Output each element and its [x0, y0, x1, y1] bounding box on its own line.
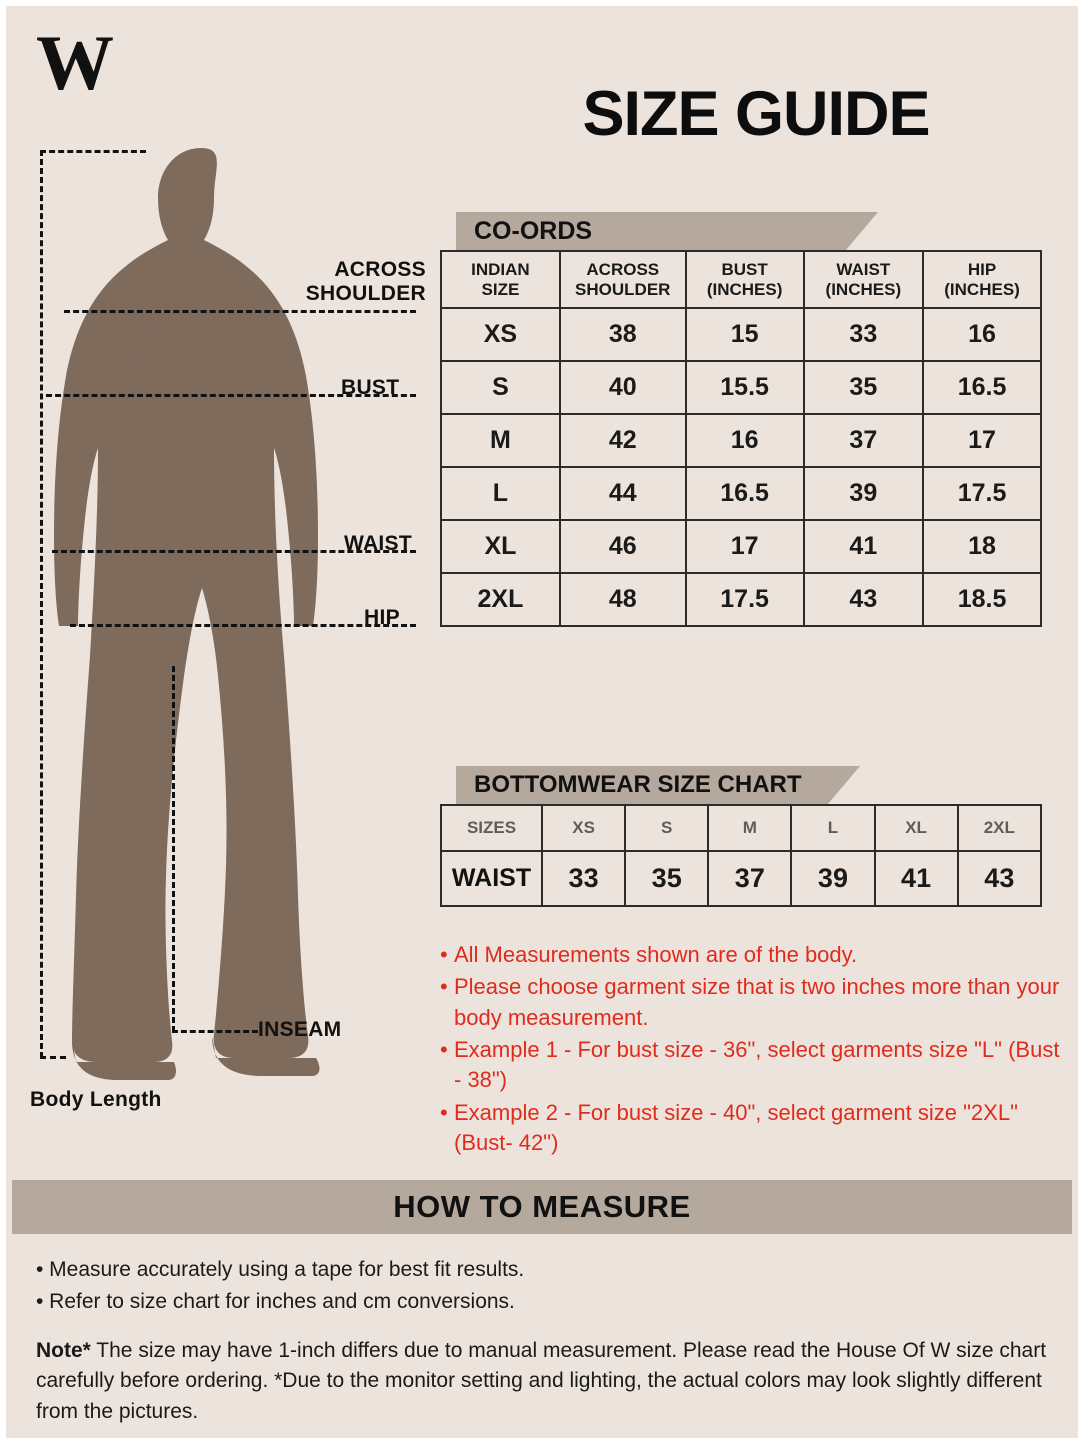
- coords-header-across-shoulder: [560, 251, 686, 308]
- how-to-measure-bullets: [36, 1254, 1046, 1317]
- body-length-bottom-line: [40, 1056, 66, 1059]
- bottomwear-banner-label: BOTTOMWEAR SIZE CHART: [474, 771, 802, 798]
- coords-cell-shoulder: 44: [560, 467, 686, 520]
- bottomwear-cell-waist-xs: 33: [542, 851, 625, 906]
- table-row: [441, 851, 1041, 906]
- coords-cell-size: XL: [441, 520, 560, 573]
- list-item: [440, 1098, 1060, 1159]
- measurement-notes: [440, 940, 1060, 1161]
- coords-cell-bust: 15: [686, 308, 804, 361]
- body-length-vertical-line: [40, 150, 43, 1058]
- list-item: • Measure accurately using a tape for best fit results.: [36, 1258, 525, 1281]
- coords-header-hip-l2: (INCHES): [944, 279, 1020, 299]
- bottomwear-header-m: M: [708, 805, 791, 851]
- coords-header-bust: [686, 251, 804, 308]
- body-figure: [26, 136, 446, 1136]
- list-item: • Refer to size chart for inches and cm conversions.: [36, 1289, 515, 1313]
- note-body: The size may have 1-inch differs due to manual measurement. Please read the House Of W size chart carefully before ordering. *Due to the monitor setting and lighting, the actual colors may look slightly different from the pictures.: [36, 1339, 1047, 1423]
- coords-header-waist-l1: WAIST: [836, 260, 891, 279]
- coords-cell-shoulder: 48: [560, 573, 686, 626]
- label-across-shoulder-line1: ACROSS: [334, 258, 426, 281]
- how-to-measure-note: [36, 1336, 1051, 1427]
- list-item: [440, 972, 1060, 1033]
- coords-cell-shoulder: 38: [560, 308, 686, 361]
- body-length-top-line: [40, 150, 146, 153]
- coords-header-indian-size-l1: INDIAN: [471, 260, 530, 279]
- bottomwear-cell-waist-xl: 41: [875, 851, 958, 906]
- coords-cell-size: XS: [441, 308, 560, 361]
- coords-header-indian-size-l2: SIZE: [481, 279, 520, 299]
- list-item: [440, 940, 1060, 970]
- coords-cell-bust: 16: [686, 414, 804, 467]
- note-label: Note*: [36, 1339, 91, 1362]
- bottomwear-size-table: [440, 804, 1042, 907]
- coords-cell-waist: 35: [804, 361, 924, 414]
- note-text: Please choose garment size that is two inches more than your body measurement.: [454, 974, 1060, 1030]
- bottomwear-header-s: S: [625, 805, 708, 851]
- coords-cell-hip: 18: [923, 520, 1041, 573]
- table-row: [441, 520, 1041, 573]
- coords-cell-bust: 17: [686, 520, 804, 573]
- label-across-shoulder: [176, 258, 426, 306]
- coords-cell-hip: 16: [923, 308, 1041, 361]
- coords-size-table: [440, 250, 1042, 627]
- coords-banner: [456, 212, 846, 250]
- label-body-length: Body Length: [30, 1088, 162, 1111]
- coords-header-across-shoulder-l1: ACROSS: [586, 260, 660, 279]
- coords-cell-waist: 33: [804, 308, 924, 361]
- coords-header-across-shoulder-l2: SHOULDER: [575, 279, 671, 299]
- coords-header-waist: [804, 251, 924, 308]
- coords-banner-tail: [846, 212, 878, 250]
- coords-cell-bust: 17.5: [686, 573, 804, 626]
- coords-cell-waist: 39: [804, 467, 924, 520]
- table-row: [441, 361, 1041, 414]
- bottomwear-cell-waist-2xl: 43: [958, 851, 1041, 906]
- coords-cell-size: S: [441, 361, 560, 414]
- bottomwear-header-xl: XL: [875, 805, 958, 851]
- inseam-line: [172, 1030, 258, 1033]
- list-item: [440, 1035, 1060, 1096]
- table-row: [441, 308, 1041, 361]
- label-across-shoulder-line2: SHOULDER: [305, 282, 426, 305]
- coords-cell-hip: 17.5: [923, 467, 1041, 520]
- bottomwear-banner-tail: [828, 766, 860, 804]
- coords-header-row: [441, 251, 1041, 308]
- coords-header-hip-l1: HIP: [967, 260, 997, 279]
- label-waist: WAIST: [344, 532, 412, 555]
- coords-cell-size: L: [441, 467, 560, 520]
- coords-cell-shoulder: 42: [560, 414, 686, 467]
- coords-header-waist-l2: (INCHES): [825, 279, 902, 299]
- coords-cell-shoulder: 46: [560, 520, 686, 573]
- coords-header-bust-l2: (INCHES): [706, 279, 783, 299]
- table-row: [441, 573, 1041, 626]
- coords-banner-label: CO-ORDS: [474, 216, 593, 245]
- coords-header-bust-l1: BUST: [721, 260, 768, 279]
- across-shoulder-line: [64, 310, 416, 313]
- bottomwear-header-row: [441, 805, 1041, 851]
- bottomwear-header-xs: XS: [542, 805, 625, 851]
- coords-header-indian-size: [441, 251, 560, 308]
- coords-cell-waist: 41: [804, 520, 924, 573]
- note-text: All Measurements shown are of the body.: [454, 942, 858, 967]
- table-row: [441, 467, 1041, 520]
- bullet-icon: •: [440, 942, 448, 967]
- coords-cell-hip: 17: [923, 414, 1041, 467]
- coords-cell-bust: 16.5: [686, 467, 804, 520]
- bottomwear-cell-waist-s: 35: [625, 851, 708, 906]
- bullet-icon: •: [440, 1037, 448, 1063]
- inseam-vertical-line: [172, 666, 175, 1032]
- coords-cell-hip: 16.5: [923, 361, 1041, 414]
- bottomwear-cell-waist-m: 37: [708, 851, 791, 906]
- coords-cell-size: M: [441, 414, 560, 467]
- coords-cell-waist: 43: [804, 573, 924, 626]
- coords-cell-waist: 37: [804, 414, 924, 467]
- label-bust: BUST: [341, 376, 400, 399]
- bottomwear-row-label-waist: WAIST: [441, 851, 542, 906]
- coords-cell-shoulder: 40: [560, 361, 686, 414]
- note-text: Example 1 - For bust size - 36", select garments size "L" (Bust - 38"): [454, 1037, 1060, 1093]
- note-text: Example 2 - For bust size - 40", select garment size "2XL" (Bust- 42"): [454, 1099, 1018, 1156]
- label-hip: HIP: [364, 606, 400, 629]
- table-row: [441, 414, 1041, 467]
- label-inseam: INSEAM: [258, 1018, 342, 1041]
- coords-cell-bust: 15.5: [686, 361, 804, 414]
- bottomwear-header-sizes: SIZES: [441, 805, 542, 851]
- bullet-icon: •: [440, 974, 448, 1000]
- bullet-icon: •: [440, 1099, 448, 1125]
- how-to-measure-title: HOW TO MEASURE: [393, 1189, 691, 1224]
- page-title: SIZE GUIDE: [582, 79, 930, 149]
- bottomwear-cell-waist-l: 39: [791, 851, 874, 906]
- bottomwear-banner: [456, 766, 828, 804]
- bottomwear-header-l: L: [791, 805, 874, 851]
- brand-logo: W: [36, 19, 112, 106]
- coords-cell-hip: 18.5: [923, 573, 1041, 626]
- how-to-measure-banner: [12, 1180, 1072, 1234]
- bottomwear-header-2xl: 2XL: [958, 805, 1041, 851]
- coords-cell-size: 2XL: [441, 573, 560, 626]
- coords-header-hip: [923, 251, 1041, 308]
